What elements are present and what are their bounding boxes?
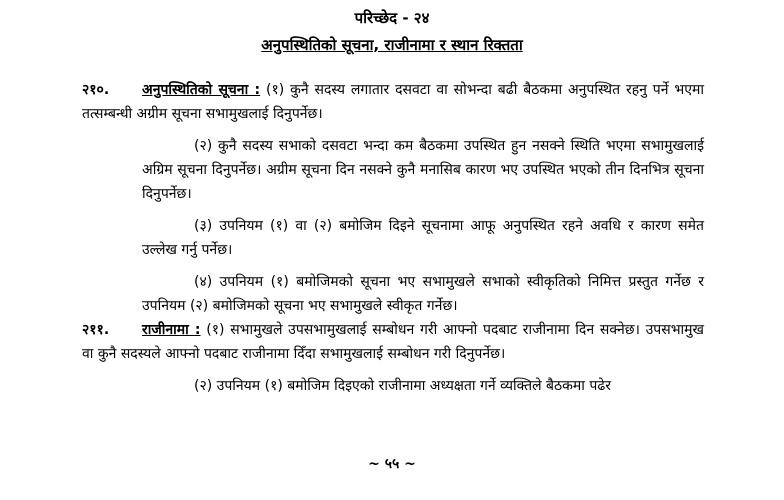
clause-text: (१) कुनै सदस्य लगातार दसवटा वा सोभन्दा बढी बैठकमा अनुपस्थित रहनु पर्ने भएमा तत्सम्बन्धी अग्रीम सूचना सभामुखलाई दिनुपर्नेछ। bbox=[82, 82, 704, 122]
chapter-title: अनुपस्थितिको सूचना, राजीनामा र स्थान रिक्तता bbox=[261, 36, 523, 54]
clause-text: (१) सभामुखले उपसभामुखलाई सम्बोधन गरी आफ्नो पदबाट राजीनामा दिन सक्नेछ। उपसभामुख वा कुनै सदस्यले आफ्नो पदबाट राजीनामा दिँदा सभामुखलाई सम्बोधन गरी दिनुपर्नेछ। bbox=[82, 322, 705, 362]
rule-211-clause-2: (२) उपनियम (१) बमोजिम दिइएको राजीनामा अध्यक्षता गर्ने व्यक्तिले बैठकमा पढेर bbox=[194, 378, 611, 394]
rule-210-clause-4: (४) उपनियम (१) बमोजिमको सूचना भए सभामुखले सभाको स्वीकृतिको निमित्त प्रस्तुत गर्नेछ र उपनियम (२) बमोजिमको सूचना भए सभामुखले स्वीकृत गर्नेछ। bbox=[142, 274, 704, 314]
rule-heading: राजीनामा : bbox=[142, 322, 201, 338]
rule-210-first-clause bbox=[82, 78, 704, 126]
page-number: ~ ५५ ~ bbox=[368, 456, 416, 472]
rule-210-clause-2: (२) कुनै सदस्य सभाको दसवटा भन्दा कम बैठकमा उपस्थित हुन नसक्ने स्थिति भएमा सभामुखलाई अग्रिम सूचना दिनुपर्नेछ। अग्रीम सूचना दिन नसक्ने कुनै मनासिब कारण भए उपस्थित भएको तीन दिनभित्र सूचना दिनुपर्नेछ। bbox=[142, 138, 704, 202]
rule-number: २१०. bbox=[82, 82, 110, 98]
rule-210-clause-3: (३) उपनियम (१) वा (२) बमोजिम दिइने सूचनामा आफू अनुपस्थित रहने अवधि र कारण समेत उल्लेख गर्नु पर्नेछ। bbox=[142, 218, 704, 258]
rule-211 bbox=[82, 318, 704, 398]
rule-heading: अनुपस्थितिको सूचना : bbox=[142, 82, 261, 98]
chapter-heading: परिच्छेद - २४ bbox=[354, 9, 430, 27]
rule-number: २११. bbox=[82, 322, 110, 338]
rule-211-first-clause bbox=[82, 318, 704, 366]
rule-210 bbox=[82, 78, 704, 318]
